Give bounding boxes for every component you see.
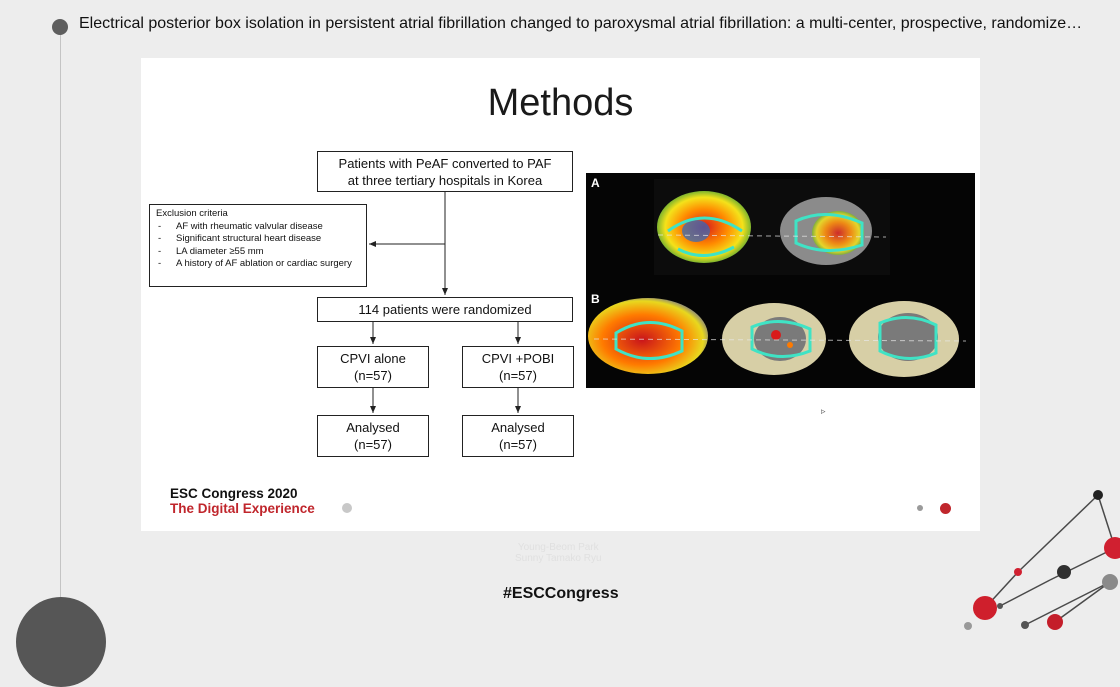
event-hashtag: #ESCCongress (503, 585, 619, 602)
timeline-dot (52, 19, 68, 35)
arm-cpvi-alone-box (317, 346, 429, 388)
randomized-label: 114 patients were randomized (358, 302, 532, 317)
exclusion-list (156, 221, 360, 271)
electroanatomic-map-image (586, 173, 975, 388)
watermark-line-1: Young-Beom Park (517, 542, 599, 553)
watermark-line-2: Sunny Tamako Ryu (515, 553, 602, 564)
esc-congress-logo (170, 486, 315, 516)
molecule-decoration-icon (940, 480, 1120, 630)
panel-b-label: B (591, 292, 600, 306)
analysed-cpvi-pobi-box (462, 415, 574, 457)
analysed-cpvi-alone-box (317, 415, 429, 457)
panel-a-label: A (591, 176, 600, 190)
randomized-box (317, 297, 573, 322)
exclusion-criteria-box (149, 204, 367, 287)
slide-dot-grey-left (342, 503, 352, 513)
brand-line-2: The Digital Experience (170, 501, 315, 516)
avatar[interactable] (16, 597, 106, 687)
mouse-cursor-icon: ▹ (821, 406, 826, 416)
slide-heading: Methods (487, 82, 634, 124)
analysed-count: (n=57) (354, 437, 392, 452)
presentation-slide (141, 58, 980, 531)
exclusion-item: - Significant structural heart disease (156, 233, 360, 246)
arm-count: (n=57) (499, 368, 537, 383)
session-title[interactable]: Electrical posterior box isolation in persistent atrial fibrillation changed to paroxysmal atrial fibrillation: a multi-center, prospective, randomize… (79, 15, 1083, 32)
analysed-label: Analysed (491, 420, 545, 435)
arm-cpvi-pobi-box (462, 346, 574, 388)
enrollment-box (317, 151, 573, 192)
watermark (515, 542, 602, 564)
analysed-count: (n=57) (499, 437, 537, 452)
slide-dot-grey-small (917, 505, 923, 511)
electroanatomic-map-graphic (586, 173, 975, 388)
arm-label: CPVI +POBI (481, 351, 555, 366)
exclusion-title: Exclusion criteria (156, 208, 228, 219)
analysed-label: Analysed (346, 420, 400, 435)
brand-line-1: ESC Congress 2020 (170, 486, 298, 501)
exclusion-item: - LA diameter ≥55 mm (156, 246, 360, 259)
exclusion-item: - AF with rheumatic valvular disease (156, 221, 360, 234)
enrollment-line-1: Patients with PeAF converted to PAF (338, 155, 552, 171)
exclusion-item: - A history of AF ablation or cardiac surgery (156, 258, 360, 271)
timeline-line (60, 28, 61, 638)
arm-label: CPVI alone (340, 351, 406, 366)
enrollment-line-2: at three tertiary hospitals in Korea (347, 172, 543, 188)
arm-count: (n=57) (354, 368, 392, 383)
